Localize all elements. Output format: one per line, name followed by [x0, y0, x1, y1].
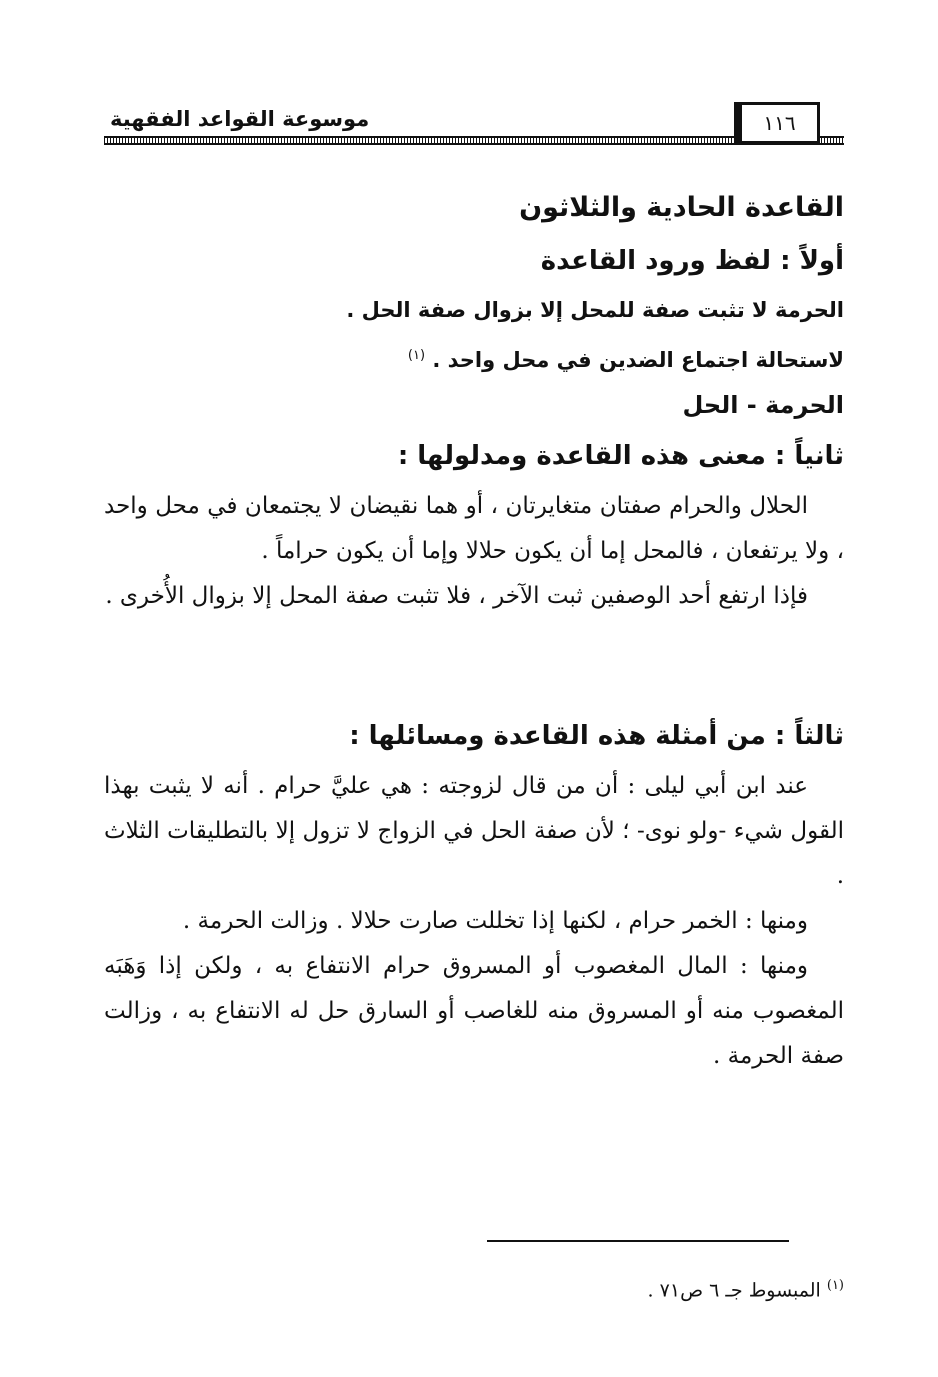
rule-wording-line-1: الحرمة لا تثبت صفة للمحل إلا بزوال صفة الحل .: [346, 298, 844, 322]
page-number-text: ١١٦: [763, 111, 796, 135]
header-rule: [104, 136, 844, 145]
examples-paragraphs: [104, 764, 844, 1079]
example-paragraph-1: عند ابن أبي ليلى : أن من قال لزوجته : هي عليَّ حرام . أنه لا يثبت بهذا القول شيء -ولو نوى- ؛ لأن صفة الحل في الزواج لا تزول إلا بالتطليقات الثلاث .: [104, 773, 844, 889]
footnote-number: (١): [826, 1278, 844, 1293]
running-title-text: موسوعة القواعد الفقهية: [110, 102, 369, 136]
page-header: [104, 100, 844, 150]
rule-wording-line-2-text: لاستحالة اجتماع الضدين في محل واحد .: [432, 348, 844, 372]
rule-title: القاعدة الحادية والثلاثون: [519, 192, 844, 223]
page-number: [734, 102, 820, 144]
footnote-marker: (١): [407, 348, 426, 363]
section-heading-meaning: ثانياً : معنى هذه القاعدة ومدلولها :: [397, 441, 844, 471]
example-paragraph-3: ومنها : المال المغصوب أو المسروق حرام الانتفاع به ، ولكن إذا وَهَبَه المغصوب منه أو المسروق منه للغاصب أو السارق حل له الانتفاع به ، وزالت صفة الحرمة .: [104, 953, 844, 1069]
section-heading-examples: ثالثاً : من أمثلة هذه القاعدة ومسائلها :: [349, 721, 844, 751]
meaning-paragraph-2: فإذا ارتفع أحد الوصفين ثبت الآخر ، فلا تثبت صفة المحل إلا بزوال الأُخرى .: [105, 583, 808, 609]
footnote-text: المبسوط جـ ٦ ص٧١ .: [647, 1279, 821, 1302]
example-paragraph-2: ومنها : الخمر حرام ، لكنها إذا تخللت صارت حلالا . وزالت الحرمة .: [182, 908, 808, 934]
footnote-separator: [487, 1240, 789, 1242]
rule-wording-line-2: [104, 338, 844, 378]
section-heading-wording: أولاً : لفظ ورود القاعدة: [540, 246, 844, 276]
keywords: الحرمة - الحل: [682, 391, 844, 419]
footnote: [104, 1272, 844, 1304]
meaning-paragraphs: [104, 484, 844, 619]
meaning-paragraph-1: الحلال والحرام صفتان متغايرتان ، أو هما نقيضان لا يجتمعان في محل واحد ، ولا يرتفعان ، فالمحل إما أن يكون حلالا وإما أن يكون حراماً .: [104, 493, 844, 564]
running-title: [104, 102, 410, 136]
